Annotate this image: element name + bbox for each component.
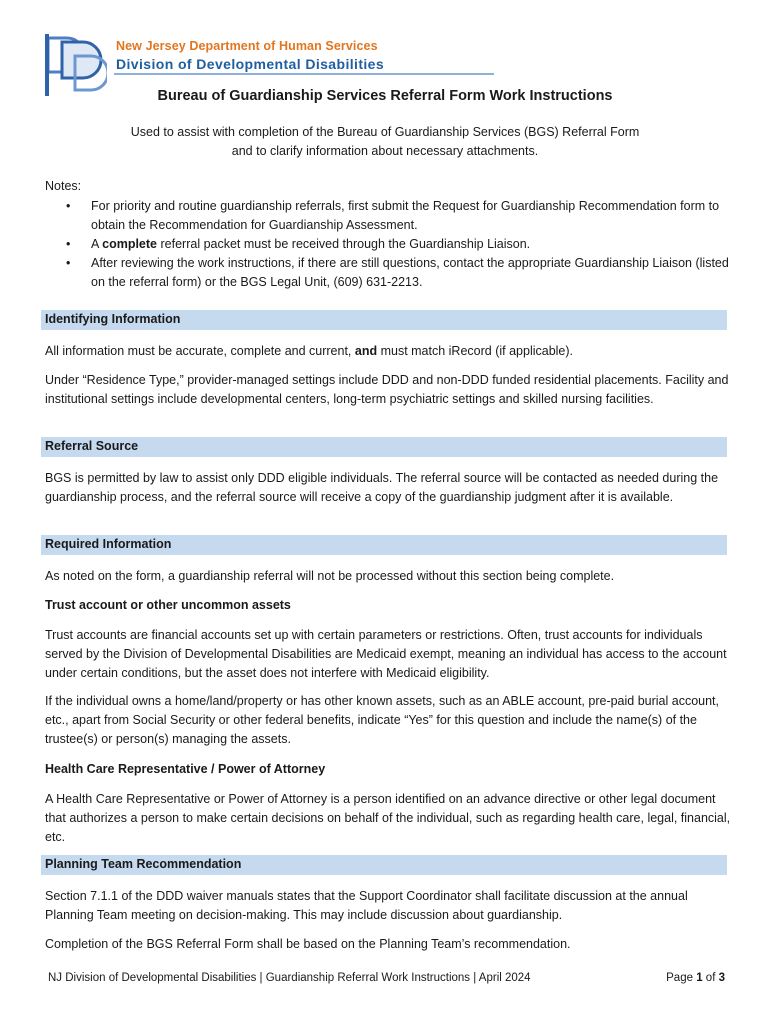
page-title: Bureau of Guardianship Services Referral Form Work Instructions bbox=[157, 88, 613, 104]
section-header-identifying bbox=[41, 310, 727, 330]
list-item bbox=[45, 197, 735, 235]
notes-list bbox=[45, 197, 735, 292]
identifying-paragraph-1 bbox=[45, 342, 731, 361]
section-header-planning bbox=[41, 855, 727, 875]
ddd-logo-icon bbox=[45, 34, 107, 96]
text: must match iRecord (if applicable). bbox=[377, 344, 574, 358]
referral-source-paragraph: BGS is permitted by law to assist only DDD eligible individuals. The referral source will be contacted as needed during the guardianship process, and the referral source will receive a copy of the guardianship judgment after it is available. bbox=[45, 471, 719, 504]
page-current: 1 bbox=[696, 972, 703, 984]
required-paragraph-2: Trust accounts are financial accounts set up with certain parameters or restrictions. Often, trust accounts for individuals served by the Division of Developmental Disabilities are Medicaid exempt, meaning an individual has access to the account under certain conditions, but the asset does not interfere with Medicaid eligibility. bbox=[45, 628, 727, 680]
bullet: • bbox=[66, 256, 71, 270]
section-heading: Planning Team Recommendation bbox=[45, 857, 242, 871]
page-word: Page bbox=[666, 972, 693, 984]
page-number bbox=[666, 972, 725, 984]
emphasis: and bbox=[354, 344, 378, 358]
planning-paragraph-2: Completion of the BGS Referral Form shall be based on the Planning Team’s recommendation. bbox=[45, 937, 571, 951]
required-paragraph-4: A Health Care Representative or Power of Attorney is a person identified on an advance directive or other legal document that authorizes a person to make certain decisions on behalf of the individual, such as regarding health care, legal, financial, etc. bbox=[45, 792, 731, 844]
section-heading: Required Information bbox=[45, 537, 172, 551]
bullet: • bbox=[66, 237, 71, 251]
note-text: After reviewing the work instructions, if there are still questions, contact the appropriate Guardianship Liaison (listed on the referral form) or the BGS Legal Unit, (609) 631-2213. bbox=[91, 256, 729, 289]
page-total: 3 bbox=[718, 972, 725, 984]
section-header-referral-source bbox=[41, 437, 727, 457]
planning-paragraph-1: Section 7.1.1 of the DDD waiver manuals states that the Support Coordinator shall facilitate discussion at the annual Planning Team meeting on decision-making. This may include discussion about guardianship. bbox=[45, 889, 688, 922]
required-paragraph-3: If the individual owns a home/land/property or has other known assets, such as an ABLE account, pre-paid burial account, etc., apart from Social Security or other federal benefits, indicate “Yes” for this question and include the name(s) of the trustee(s) or person(s) managing the assets. bbox=[45, 694, 720, 746]
note-text: referral packet must be received through the Guardianship Liaison. bbox=[160, 237, 531, 251]
notes-label: Notes: bbox=[45, 179, 82, 193]
of-word: of bbox=[705, 972, 716, 984]
subtitle-line-2: and to clarify information about necessary attachments. bbox=[231, 144, 539, 158]
text: All information must be accurate, complete and current, bbox=[45, 344, 355, 358]
identifying-paragraph-2: Under “Residence Type,” provider-managed settings include DDD and non-DDD funded residential placements. Facility and institutional settings include developmental centers, long-term psychiatric settings and skilled nursing facilities. bbox=[45, 373, 729, 406]
list-item bbox=[45, 254, 735, 292]
footer-text: NJ Division of Developmental Disabilities | Guardianship Referral Work Instructions | April 2024 bbox=[48, 972, 531, 984]
section-header-required bbox=[41, 535, 727, 555]
bullet: • bbox=[66, 199, 71, 213]
section-heading: Referral Source bbox=[45, 439, 139, 453]
subheading-health-care-rep: Health Care Representative / Power of Attorney bbox=[45, 762, 326, 776]
org-division-name: Division of Developmental Disabilities bbox=[116, 56, 385, 72]
required-paragraph-1: As noted on the form, a guardianship referral will not be processed without this section being complete. bbox=[45, 569, 615, 583]
note-emphasis: complete bbox=[102, 237, 158, 251]
org-department-name: New Jersey Department of Human Services bbox=[116, 39, 378, 53]
subheading-trust-account: Trust account or other uncommon assets bbox=[45, 598, 291, 612]
note-text: For priority and routine guardianship referrals, first submit the Request for Guardianship Recommendation form to obtain the Recommendation for Guardianship Assessment. bbox=[91, 199, 720, 232]
subtitle-line-1: Used to assist with completion of the Bureau of Guardianship Services (BGS) Referral Form bbox=[130, 125, 640, 139]
section-heading: Identifying Information bbox=[45, 312, 181, 326]
note-prefix: A bbox=[91, 237, 103, 251]
list-item bbox=[45, 235, 735, 254]
header-divider bbox=[114, 73, 494, 75]
